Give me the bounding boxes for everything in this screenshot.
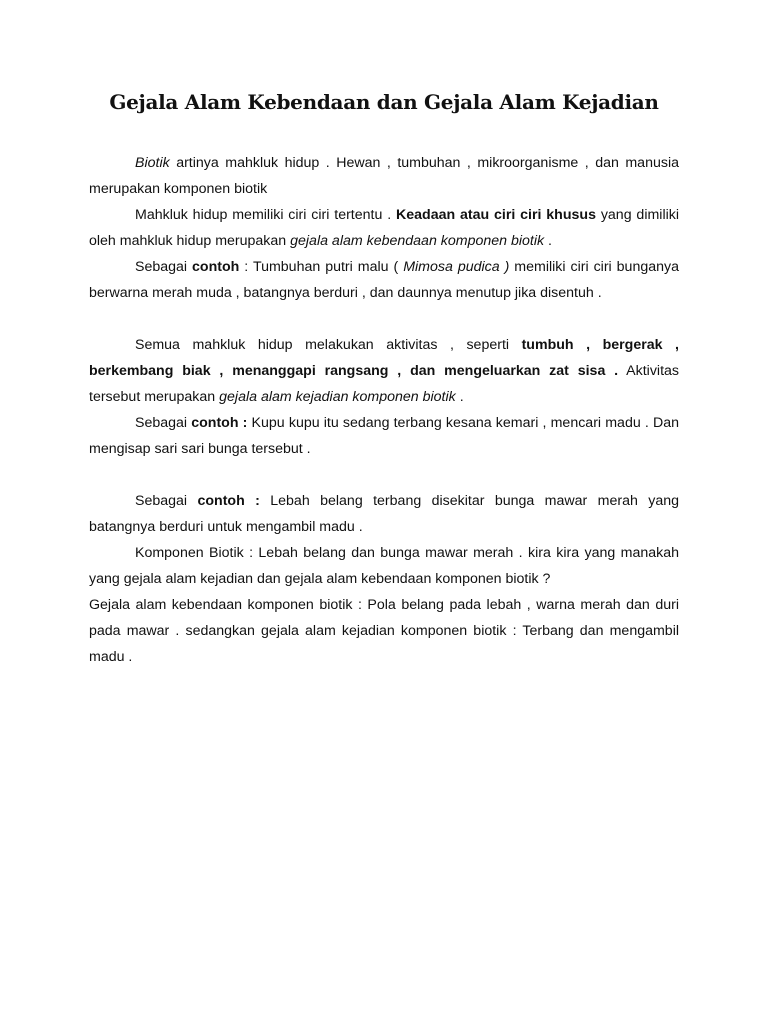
italic-text: Biotik: [135, 155, 170, 171]
body-text: Gejala alam kebendaan komponen biotik : Pola belang pada lebah , warna merah dan duri pada mawar . sedangkan gejala alam kejadian komponen biotik : Terbang dan mengambil madu .: [89, 597, 679, 665]
body-text: Komponen Biotik : Lebah belang dan bunga mawar merah . kira kira yang manakah yang gejala alam kejadian dan gejala alam kebendaan komponen biotik ?: [89, 545, 679, 587]
document-body: [89, 150, 679, 670]
paragraph: [89, 592, 679, 670]
paragraph: [89, 202, 679, 254]
paragraph: [89, 254, 679, 306]
body-text: .: [455, 389, 464, 405]
body-text: Semua mahkluk hidup melakukan aktivitas , seperti: [135, 337, 522, 353]
body-text: yang dimiliki oleh mahkluk hidup merupakan: [89, 207, 679, 249]
body-text: Sebagai: [135, 493, 198, 509]
body-text: memiliki ciri ciri bunganya berwarna merah muda , batangnya berduri , dan daunnya menutup jika disentuh .: [89, 259, 679, 301]
body-text: Kupu kupu itu sedang terbang kesana kemari , mencari madu . Dan mengisap sari sari bunga tersebut .: [89, 415, 680, 457]
paragraph-spacer: [89, 306, 679, 332]
document-title: Gejala Alam Kebendaan dan Gejala Alam Kejadian: [109, 90, 659, 114]
body-text: Aktivitas tersebut merupakan: [89, 363, 680, 405]
bold-text: tumbuh , bergerak , berkembang biak , menanggapi rangsang , dan mengeluarkan zat sisa .: [89, 337, 679, 379]
bold-text: contoh :: [191, 415, 248, 431]
paragraph-spacer: [89, 462, 679, 488]
italic-text: Mimosa pudica ): [403, 259, 510, 275]
body-text: Sebagai: [135, 259, 193, 275]
body-text: Lebah belang terbang disekitar bunga mawar merah yang batangnya berduri untuk mengambil madu .: [89, 493, 680, 535]
paragraph: [89, 410, 679, 462]
paragraph: [89, 488, 679, 540]
italic-text: gejala alam kejadian komponen biotik: [219, 389, 456, 405]
body-text: : Tumbuhan putri malu (: [239, 259, 404, 275]
paragraph: [89, 540, 679, 592]
bold-text: contoh :: [197, 493, 260, 509]
body-text: artinya mahkluk hidup . Hewan , tumbuhan , mikroorganisme , dan manusia merupakan komponen biotik: [89, 155, 679, 197]
italic-text: gejala alam kebendaan komponen biotik: [290, 233, 545, 249]
paragraph: [89, 332, 679, 410]
bold-text: contoh: [192, 259, 240, 275]
bold-text: Keadaan atau ciri ciri khusus: [396, 207, 596, 223]
body-text: Sebagai: [135, 415, 192, 431]
body-text: Mahkluk hidup memiliki ciri ciri tertentu .: [135, 207, 396, 223]
body-text: .: [544, 233, 552, 249]
paragraph: [89, 150, 679, 202]
